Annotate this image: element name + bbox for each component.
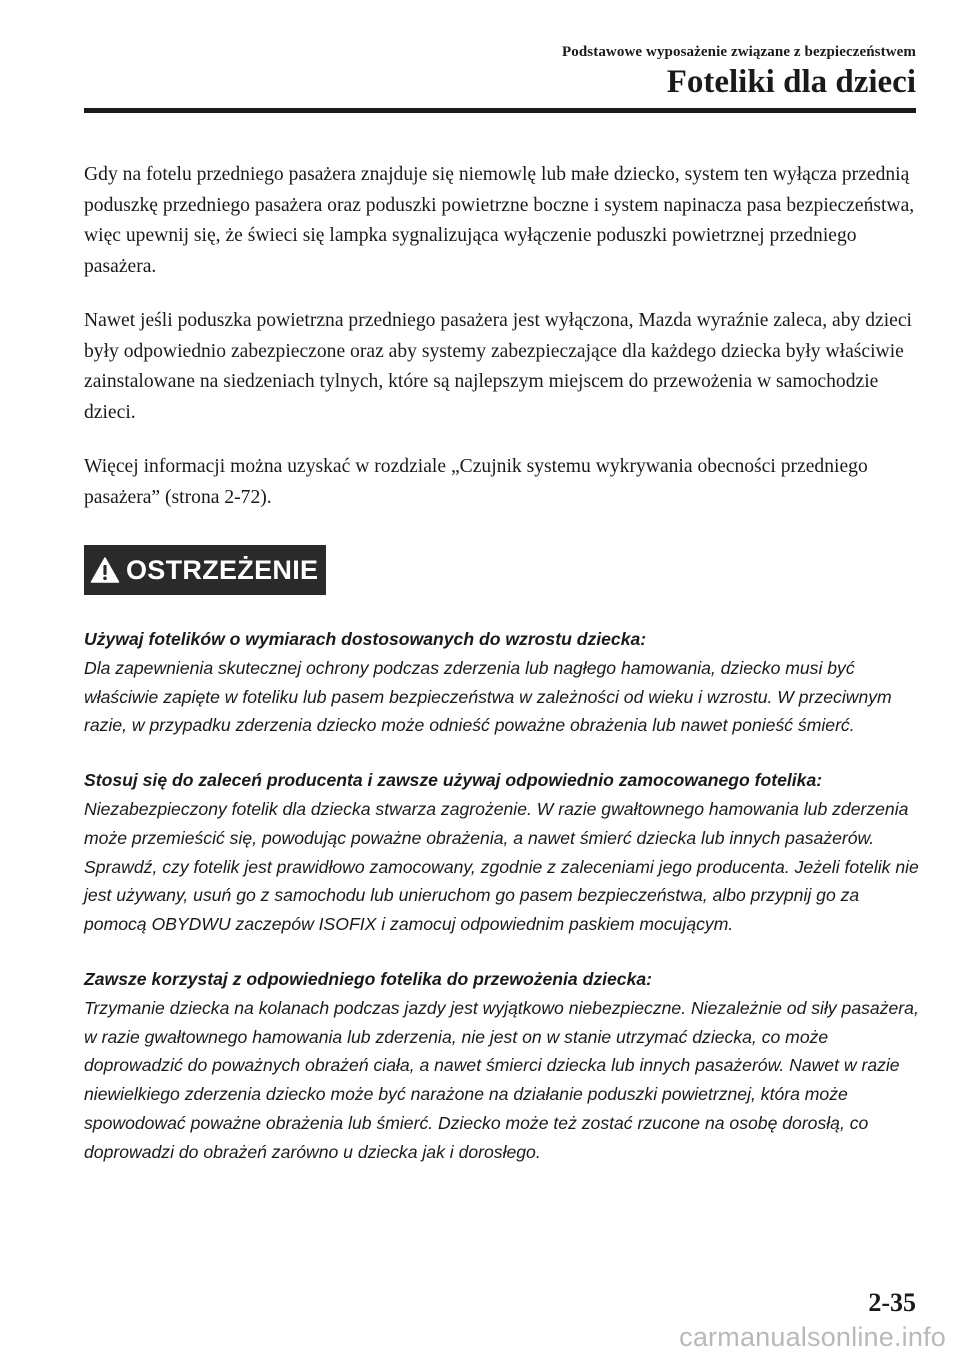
paragraph-1: Gdy na fotelu przedniego pasażera znajduje się niemowlę lub małe dziecko, system ten wyłącza przednią poduszkę przedniego pasażera oraz poduszki powietrzne boczne i system napinacza pasa bezpieczeństwa, więc upewnij się, że świeci się lampka sygnalizująca wyłączenie poduszki powietrznej przedniego pasażera.: [84, 164, 915, 277]
paragraph-2: Nawet jeśli poduszka powietrzna przedniego pasażera jest wyłączona, Mazda wyraźnie zaleca, aby dzieci były odpowiednio zabezpieczone oraz aby systemy zabezpieczające dla każdego dziecka były właściwie zainstalowane na siedzeniach tylnych, które są najlepszym miejscem do przewożenia w samochodzie dzieci.: [84, 310, 912, 423]
warning-heading: Stosuj się do zaleceń producenta i zawsze używaj odpowiednio zamocowanego fotelika:: [84, 770, 823, 791]
warning-heading: Używaj fotelików o wymiarach dostosowanych do wzrostu dziecka:: [84, 629, 647, 649]
warning-label: OSTRZEŻENIE: [126, 554, 319, 585]
header-divider: [84, 108, 916, 113]
page-title: Foteliki dla dzieci: [666, 64, 916, 100]
warning-banner: [84, 545, 326, 595]
warning-heading: Zawsze korzystaj z odpowiedniego fotelika do przewożenia dziecka:: [84, 968, 653, 989]
page-number: 2-35: [868, 1288, 916, 1317]
warning-item-3: [84, 965, 920, 1167]
warning-text: Trzymanie dziecka na kolanach podczas jazdy jest wyjątkowo niebezpieczne. Niezależnie od siły pasażera, w razie gwałtownego hamowania lub zderzenia, nie jest on w stanie utrzymać dziecka, co może doprowadzić do poważnych obrażeń ciała, a nawet śmierci dziecka lub innych pasażerów. Nawet w razie niewielkiego zderzenia dziecko może być narażone na działanie poduszki powietrznej, która może spowodować poważne obrażenia lub śmierć. Dziecko może też zostać rzucone na osobę dorosłą, co doprowadzi do obrażeń zarówno u dziecka jak i dorosłego.: [84, 997, 919, 1162]
warning-item-1: [84, 625, 920, 740]
warning-text: Dla zapewnienia skutecznej ochrony podczas zderzenia lub nagłego hamowania, dziecko musi być właściwie zapięte w foteliku lub pasem bezpieczeństwa w zależności od wieku i wzrostu. W przeciwnym razie, w przypadku zderzenia dziecko może odnieść poważne obrażenia lub nawet ponieść śmierć.: [84, 657, 892, 736]
warning-text: Niezabezpieczony fotelik dla dziecka stwarza zagrożenie. W razie gwałtownego hamowania lub zderzenia może przemieścić się, powodując poważne obrażenia, a nawet śmierć dziecka lub innych pasażerów. Sprawdź, czy fotelik jest prawidłowo zamocowany, zgodnie z zaleceniami jego producenta. Jeżeli fotelik nie jest używany, usuń go z samochodu lub unieruchom go pasem bezpieczeństwa, albo przypnij go za pomocą OBYDWU zaczepów ISOFIX i zamocuj odpowiednim paskiem mocującym.: [84, 798, 919, 935]
section-subtitle: Podstawowe wyposażenie związane z bezpieczeństwem: [562, 44, 916, 60]
main-content: [84, 160, 920, 1193]
watermark: carmanualsonline.info: [679, 1322, 946, 1352]
warning-triangle-icon: [90, 556, 120, 584]
paragraph-3: Więcej informacji można uzyskać w rozdziale „Czujnik systemu wykrywania obecności przedniego pasażera” (strona 2-72).: [84, 456, 868, 508]
warning-item-2: [84, 766, 920, 939]
